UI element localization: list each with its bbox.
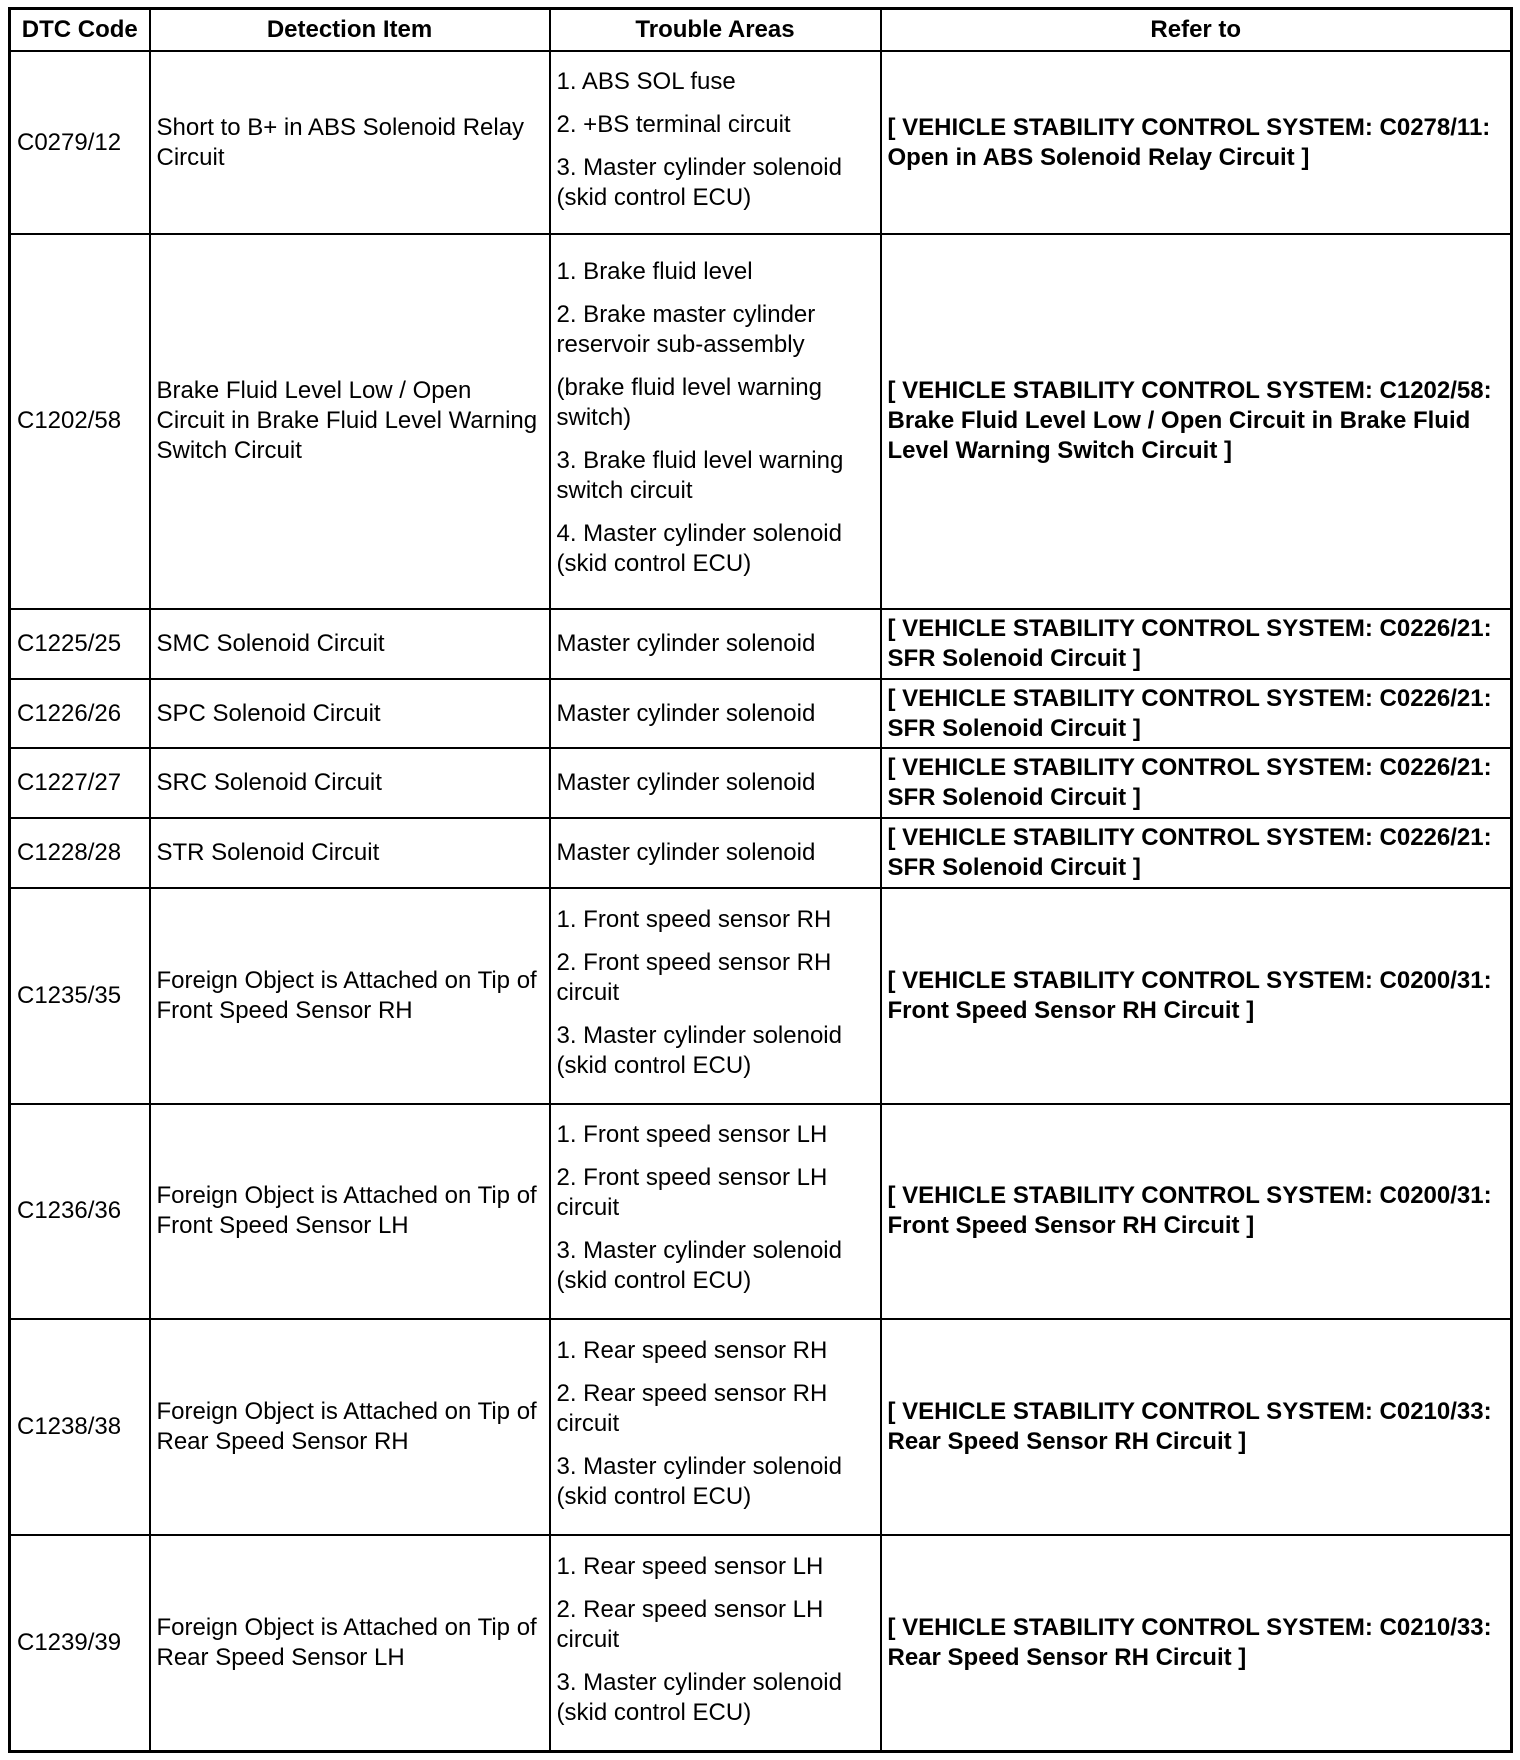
header-row: [10, 9, 1512, 52]
detection-item-cell: SPC Solenoid Circuit: [150, 679, 550, 749]
table-row: [10, 1535, 1512, 1751]
trouble-area-item: 2. Front speed sensor LH circuit: [556, 1164, 828, 1222]
dtc-code-cell: C1227/27: [10, 748, 150, 818]
trouble-areas-cell: [550, 1104, 881, 1320]
detection-item-cell: Foreign Object is Attached on Tip of Rear Speed Sensor RH: [150, 1319, 550, 1535]
refer-to-cell: [ VEHICLE STABILITY CONTROL SYSTEM: C0210/33: Rear Speed Sensor RH Circuit ]: [881, 1319, 1512, 1535]
dtc-code-cell: C1228/28: [10, 818, 150, 888]
trouble-areas-cell: [550, 748, 881, 818]
trouble-areas-cell: [550, 1535, 881, 1751]
trouble-areas-cell: [550, 51, 881, 234]
trouble-area-item: (brake fluid level warning switch): [556, 374, 822, 432]
refer-to-cell: [ VEHICLE STABILITY CONTROL SYSTEM: C1202/58: Brake Fluid Level Low / Open Circuit in Brake Fluid Level Warning Switch Circuit ]: [881, 234, 1512, 609]
trouble-areas-cell: [550, 1319, 881, 1535]
dtc-code-cell: C1239/39: [10, 1535, 150, 1751]
trouble-area-item: 3. Master cylinder solenoid (skid control ECU): [556, 1453, 842, 1511]
table-row: [10, 51, 1512, 234]
trouble-area-item: 3. Master cylinder solenoid (skid control ECU): [556, 1237, 842, 1295]
trouble-area-item: 3. Master cylinder solenoid (skid control ECU): [556, 1021, 842, 1079]
trouble-area-item: 1. Front speed sensor LH: [556, 1121, 828, 1149]
trouble-area-item: 2. +BS terminal circuit: [556, 110, 791, 138]
refer-to-cell: [ VEHICLE STABILITY CONTROL SYSTEM: C0278/11: Open in ABS Solenoid Relay Circuit ]: [881, 51, 1512, 234]
table-body: [10, 51, 1512, 1752]
refer-to-cell: [ VEHICLE STABILITY CONTROL SYSTEM: C0226/21: SFR Solenoid Circuit ]: [881, 609, 1512, 679]
dtc-code-cell: C1225/25: [10, 609, 150, 679]
table-row: [10, 234, 1512, 609]
trouble-area-item: Master cylinder solenoid: [556, 838, 816, 866]
trouble-areas-cell: [550, 888, 881, 1104]
table-row: [10, 609, 1512, 679]
trouble-areas-cell: [550, 609, 881, 679]
detection-item-cell: SRC Solenoid Circuit: [150, 748, 550, 818]
trouble-area-item: 1. Rear speed sensor RH: [556, 1337, 828, 1365]
refer-to-cell: [ VEHICLE STABILITY CONTROL SYSTEM: C0226/21: SFR Solenoid Circuit ]: [881, 679, 1512, 749]
trouble-area-item: 2. Front speed sensor RH circuit: [556, 948, 832, 1006]
table-row: [10, 748, 1512, 818]
dtc-code-cell: C1226/26: [10, 679, 150, 749]
table-row: [10, 679, 1512, 749]
dtc-code-cell: C1236/36: [10, 1104, 150, 1320]
dtc-table: [8, 7, 1513, 1753]
trouble-area-item: 1. ABS SOL fuse: [556, 67, 736, 95]
table-header: [10, 9, 1512, 52]
header-dtc-code: DTC Code: [10, 9, 150, 52]
trouble-areas-cell: [550, 234, 881, 609]
detection-item-cell: SMC Solenoid Circuit: [150, 609, 550, 679]
trouble-area-item: 2. Rear speed sensor RH circuit: [556, 1380, 828, 1438]
trouble-area-item: 2. Brake master cylinder reservoir sub-assembly: [556, 301, 816, 359]
refer-to-cell: [ VEHICLE STABILITY CONTROL SYSTEM: C0210/33: Rear Speed Sensor RH Circuit ]: [881, 1535, 1512, 1751]
table-row: [10, 1319, 1512, 1535]
table-row: [10, 888, 1512, 1104]
dtc-code-cell: C0279/12: [10, 51, 150, 234]
refer-to-cell: [ VEHICLE STABILITY CONTROL SYSTEM: C0226/21: SFR Solenoid Circuit ]: [881, 818, 1512, 888]
trouble-area-item: 1. Front speed sensor RH: [556, 905, 832, 933]
trouble-area-item: Master cylinder solenoid: [556, 629, 816, 657]
header-refer-to: Refer to: [881, 9, 1512, 52]
detection-item-cell: STR Solenoid Circuit: [150, 818, 550, 888]
trouble-area-item: 1. Brake fluid level: [556, 258, 753, 286]
detection-item-cell: Foreign Object is Attached on Tip of Front Speed Sensor RH: [150, 888, 550, 1104]
dtc-code-cell: C1238/38: [10, 1319, 150, 1535]
detection-item-cell: Short to B+ in ABS Solenoid Relay Circuit: [150, 51, 550, 234]
table-row: [10, 818, 1512, 888]
trouble-area-item: 2. Rear speed sensor LH circuit: [556, 1596, 824, 1654]
detection-item-cell: Brake Fluid Level Low / Open Circuit in Brake Fluid Level Warning Switch Circuit: [150, 234, 550, 609]
dtc-code-cell: C1235/35: [10, 888, 150, 1104]
trouble-area-item: 4. Master cylinder solenoid (skid control ECU): [556, 520, 842, 578]
trouble-areas-cell: [550, 818, 881, 888]
trouble-area-item: Master cylinder solenoid: [556, 699, 816, 727]
header-trouble-areas: Trouble Areas: [550, 9, 881, 52]
table-row: [10, 1104, 1512, 1320]
trouble-area-item: 3. Brake fluid level warning switch circuit: [556, 447, 844, 505]
trouble-area-item: 1. Rear speed sensor LH: [556, 1553, 824, 1581]
header-detection-item: Detection Item: [150, 9, 550, 52]
detection-item-cell: Foreign Object is Attached on Tip of Front Speed Sensor LH: [150, 1104, 550, 1320]
refer-to-cell: [ VEHICLE STABILITY CONTROL SYSTEM: C0200/31: Front Speed Sensor RH Circuit ]: [881, 888, 1512, 1104]
refer-to-cell: [ VEHICLE STABILITY CONTROL SYSTEM: C0200/31: Front Speed Sensor RH Circuit ]: [881, 1104, 1512, 1320]
trouble-areas-cell: [550, 679, 881, 749]
detection-item-cell: Foreign Object is Attached on Tip of Rear Speed Sensor LH: [150, 1535, 550, 1751]
dtc-code-cell: C1202/58: [10, 234, 150, 609]
trouble-area-item: 3. Master cylinder solenoid (skid control ECU): [556, 1669, 842, 1727]
trouble-area-item: Master cylinder solenoid: [556, 769, 816, 797]
refer-to-cell: [ VEHICLE STABILITY CONTROL SYSTEM: C0226/21: SFR Solenoid Circuit ]: [881, 748, 1512, 818]
trouble-area-item: 3. Master cylinder solenoid (skid control ECU): [556, 153, 842, 211]
